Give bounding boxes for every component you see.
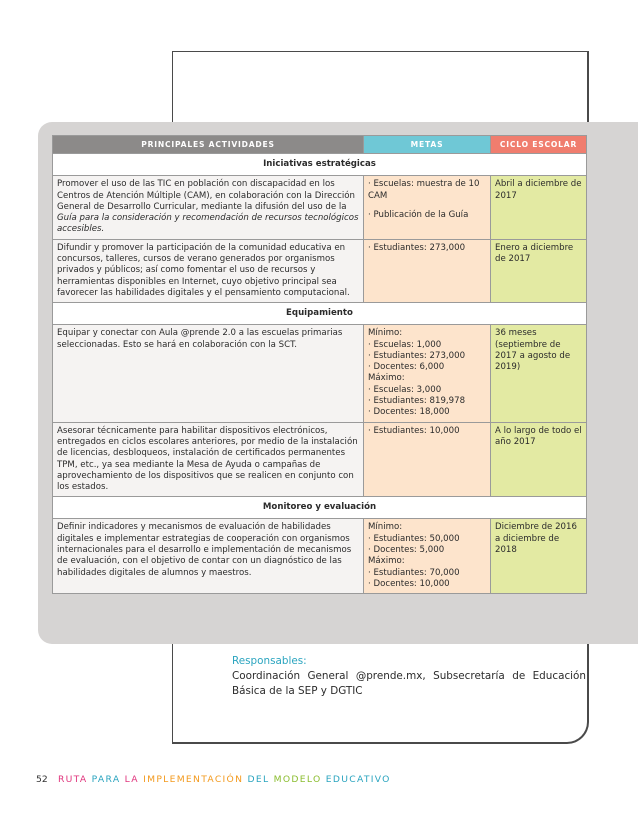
goal-line: · Docentes: 6,000	[368, 362, 445, 373]
goal-line: · Docentes: 5,000	[368, 545, 445, 556]
goal-line: · Estudiantes: 10,000	[368, 425, 460, 436]
header-activities: PRINCIPALES ACTIVIDADES	[53, 136, 364, 154]
goal-line: · Escuelas: muestra de 10 CAM	[368, 179, 480, 201]
goals-cell	[364, 422, 491, 497]
header-cycle: CICLO ESCOLAR	[491, 136, 587, 154]
table-row	[53, 519, 587, 594]
activities-table	[52, 135, 587, 594]
cycle-text: Abril a diciembre de 2017	[495, 179, 582, 201]
goal-line: · Estudiantes: 273,000	[368, 350, 466, 361]
cycle-text: Diciembre de 2016 a diciembre de 2018	[495, 522, 577, 556]
footer-word-para: PARA	[91, 774, 121, 785]
goals-cell	[364, 239, 491, 302]
cycle-cell	[491, 422, 587, 497]
cycle-cell	[491, 519, 587, 594]
table-row	[53, 422, 587, 497]
activity-italic-title: Guía para la consideración y recomendación de recursos tecnológicos accesibles.	[57, 213, 359, 235]
goal-line: · Escuelas: 3,000	[368, 384, 442, 395]
cycle-cell	[491, 239, 587, 302]
cycle-text: 36 meses (septiembre de 2017 a agosto de 2019)	[495, 328, 571, 373]
cycle-cell	[491, 325, 587, 422]
page-number: 52	[36, 774, 48, 785]
goal-line: · Publicación de la Guía	[368, 209, 469, 220]
activity-text: Equipar y conectar con Aula @prende 2.0 a las escuelas primarias seleccionadas. Esto se hará en colaboración con la SCT.	[57, 328, 343, 350]
activity-text: Definir indicadores y mecanismos de evaluación de habilidades digitales e implementar estrategias de cooperación con organismos internacionales para el desarrollo e implementación de mecanismos de evaluación, con el objetivo de contar con un diagnóstico de las habilidades digitales de alumnos y maestros.	[57, 522, 352, 578]
goal-line: · Estudiantes: 70,000	[368, 567, 460, 578]
goals-cell	[364, 176, 491, 239]
table-row	[53, 176, 587, 239]
responsables-text: Coordinación General @prende.mx, Subsecretaría de Educación Básica de la SEP y DGTIC	[232, 670, 586, 697]
section-title: Monitoreo y evaluación	[53, 497, 587, 519]
goal-line: · Estudiantes: 273,000	[368, 242, 466, 253]
goal-line: Mínimo:	[368, 328, 403, 339]
cycle-text: Enero a diciembre de 2017	[495, 242, 574, 265]
section-title: Iniciativas estratégicas	[53, 154, 587, 176]
section-title: Equipamiento	[53, 303, 587, 325]
footer-word-del: DEL	[247, 774, 270, 785]
activity-text: Difundir y promover la participación de la comunidad educativa en concursos, talleres, cursos de verano generados por organismos privados y públicos; así como fomentar el uso de recursos y herramientas disponibles en Internet, cuyo objetivo principal sea favorecer las habilidades digitales y el pensamiento computacional.	[57, 242, 350, 298]
cycle-cell	[491, 176, 587, 239]
footer-word-implementacion: IMPLEMENTACIÓN	[143, 774, 244, 785]
cycle-text: A lo largo de todo el año 2017	[495, 425, 582, 447]
section-row	[53, 303, 587, 325]
section-row	[53, 497, 587, 519]
page-footer	[36, 774, 391, 785]
goals-cell	[364, 519, 491, 594]
activity-cell	[53, 239, 364, 302]
footer-word-ruta: RUTA	[57, 774, 88, 785]
goal-line: Máximo:	[368, 373, 405, 384]
activity-cell	[53, 519, 364, 594]
activity-cell	[53, 422, 364, 497]
goal-line: · Docentes: 10,000	[368, 578, 450, 589]
activity-cell	[53, 325, 364, 422]
goal-line: · Escuelas: 1,000	[368, 339, 442, 350]
header-goals: METAS	[364, 136, 491, 154]
table-header-row	[53, 136, 587, 154]
goals-cell	[364, 325, 491, 422]
section-row	[53, 154, 587, 176]
activity-text: Asesorar técnicamente para habilitar dispositivos electrónicos, entregados en ciclos escolares anteriores, por medio de la instalación de licencias, desbloqueos, instalación de certificados permanentes TPM, etc., ya sea mediante la Mesa de Ayuda o campañas de aprovechamiento de los dispositivos que se realicen en conjunto con los estados.	[57, 425, 358, 493]
table-row	[53, 239, 587, 302]
goal-line: Máximo:	[368, 556, 405, 567]
responsables-title: Responsables:	[232, 655, 307, 667]
goal-line: Mínimo:	[368, 522, 403, 533]
goal-line: · Docentes: 18,000	[368, 407, 450, 418]
goal-line: · Estudiantes: 50,000	[368, 533, 460, 544]
table-row	[53, 325, 587, 422]
responsables-block	[232, 654, 586, 699]
footer-word-educativo: EDUCATIVO	[325, 774, 391, 785]
activity-cell	[53, 176, 364, 239]
footer-word-modelo: MODELO	[273, 774, 322, 785]
footer-word-la: LA	[124, 774, 139, 785]
activity-text: Promover el uso de las TIC en población con discapacidad en los Centros de Atención Múltiple (CAM), en colaboración con la Dirección General de Desarrollo Curricular, mediante la difusión del uso de la	[57, 179, 355, 212]
goal-line: · Estudiantes: 819,978	[368, 396, 466, 407]
